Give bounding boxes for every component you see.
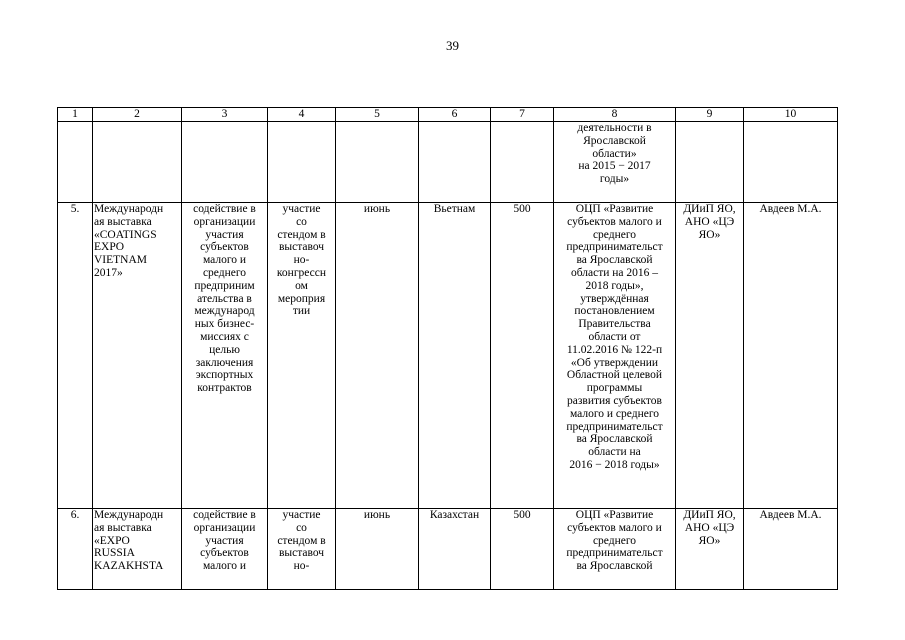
responsible-person: Авдеев М.А. xyxy=(744,203,838,509)
table-cell xyxy=(491,122,554,203)
col-header: 4 xyxy=(268,108,336,122)
col-header: 2 xyxy=(93,108,182,122)
program-cell: ОЦП «Развитие субъектов малого и среднего предпринимательст ва Ярославской области на 2016 – 2018 годы», утверждённая постановлением Правительства области от 11.02.2016 № 122-п «Об утверждении Областной целевой программы развития субъектов малого и среднего предпринимательст ва Ярославской области на 2016 − 2018 годы» xyxy=(554,203,676,509)
col-header: 9 xyxy=(676,108,744,122)
responsible-person: Авдеев М.А. xyxy=(744,509,838,590)
table-cell xyxy=(268,122,336,203)
table-cell xyxy=(58,122,93,203)
table-row-continuation xyxy=(58,122,838,203)
organizer-cell: ДИиП ЯО, АНО «ЦЭ ЯО» xyxy=(676,509,744,590)
purpose-cell: содействие в организации участия субъектов малого и среднего предприним ательства в международ ных бизнес- миссиях с целью заключения экспортных контрактов xyxy=(182,203,268,509)
page-number: 39 xyxy=(446,38,459,53)
table-row xyxy=(58,203,838,509)
table-cell xyxy=(676,122,744,203)
col-header: 6 xyxy=(419,108,491,122)
program-cell: деятельности в Ярославской области» на 2015 − 2017 годы» xyxy=(554,122,676,203)
table-cell xyxy=(744,122,838,203)
purpose-cell: содействие в организации участия субъектов малого и xyxy=(182,509,268,590)
table-cell xyxy=(182,122,268,203)
event-name: Международн ая выставка «COATINGS EXPO VIETNAM 2017» xyxy=(93,203,182,509)
table-row xyxy=(58,509,838,590)
col-header: 10 xyxy=(744,108,838,122)
row-number: 5. xyxy=(58,203,93,509)
table-cell xyxy=(93,122,182,203)
events-table xyxy=(57,107,838,590)
col-header: 1 xyxy=(58,108,93,122)
col-header: 8 xyxy=(554,108,676,122)
col-header: 7 xyxy=(491,108,554,122)
participation-form: участие со стендом в выставоч но- xyxy=(268,509,336,590)
program-cell: ОЦП «Развитие субъектов малого и среднего предпринимательст ва Ярославской xyxy=(554,509,676,590)
organizer-cell: ДИиП ЯО, АНО «ЦЭ ЯО» xyxy=(676,203,744,509)
event-name: Международн ая выставка «EXPO RUSSIA KAZAKHSTA xyxy=(93,509,182,590)
month-cell: июнь xyxy=(336,509,419,590)
col-header: 5 xyxy=(336,108,419,122)
col-header: 3 xyxy=(182,108,268,122)
table-header-row xyxy=(58,108,838,122)
row-number: 6. xyxy=(58,509,93,590)
month-cell: июнь xyxy=(336,203,419,509)
table-cell xyxy=(419,122,491,203)
amount-cell: 500 xyxy=(491,203,554,509)
country-cell: Казахстан xyxy=(419,509,491,590)
amount-cell: 500 xyxy=(491,509,554,590)
participation-form: участие со стендом в выставоч но- конгрессн ом мероприя тии xyxy=(268,203,336,509)
table-cell xyxy=(336,122,419,203)
country-cell: Вьетнам xyxy=(419,203,491,509)
